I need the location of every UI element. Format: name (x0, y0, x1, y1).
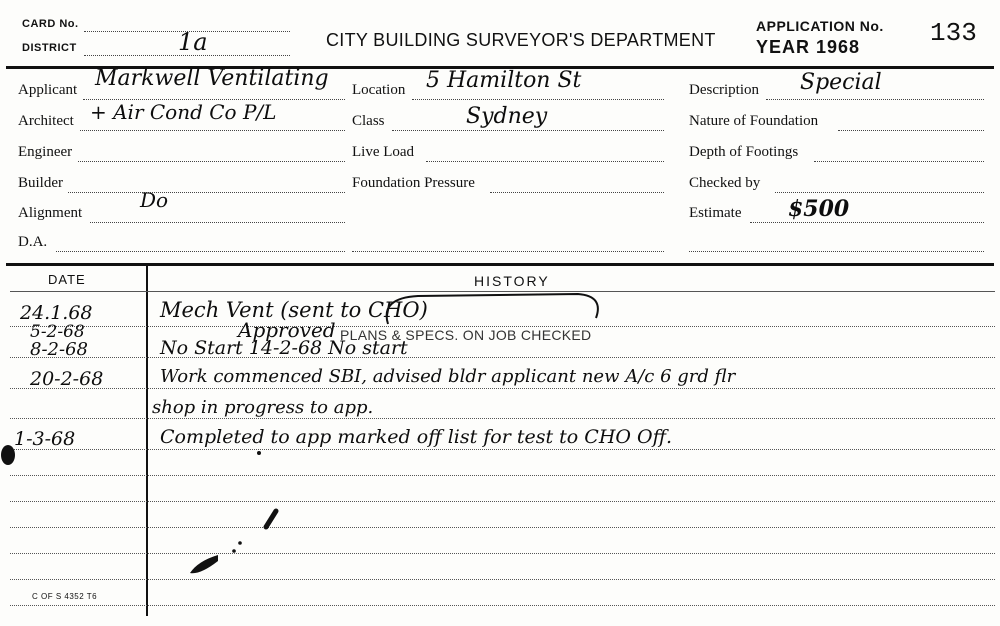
history-text: shop in progress to app. (152, 397, 374, 418)
location-line (412, 99, 664, 100)
history-date: 20-2-68 (30, 368, 104, 390)
history-text: No Start 14-2-68 No start (160, 337, 408, 359)
depth-line (814, 161, 984, 162)
history-date: 5-2-68 (30, 322, 85, 342)
history-date: 24.1.68 (20, 302, 93, 324)
district-label: DISTRICT (22, 42, 77, 54)
architect-label: Architect (18, 113, 74, 129)
checked-by-label: Checked by (689, 175, 761, 191)
nature-label: Nature of Foundation (689, 113, 819, 129)
history-row-line (10, 418, 995, 419)
history-date: 8-2-68 (30, 339, 88, 360)
date-column-divider (146, 266, 148, 616)
history-text: Approved (238, 318, 336, 342)
ink-blot-icon (0, 440, 20, 470)
history-row-line (10, 605, 995, 606)
history-text: Completed to app marked off list for test to CHO Off. (160, 426, 673, 448)
district-value: 1a (178, 28, 208, 56)
applicant-label: Applicant (18, 82, 78, 98)
estimate-label: Estimate (689, 205, 742, 221)
foundation-pressure-line (490, 192, 664, 193)
class-value: Sydney (466, 104, 548, 129)
estimate-line (750, 222, 984, 223)
live-load-line (426, 161, 664, 162)
form-code: C OF S 4352 T6 (32, 592, 98, 601)
nature-line (838, 130, 984, 131)
description-value: Special (800, 70, 882, 95)
architect-value: + Air Cond Co P/L (90, 100, 277, 124)
year-label: YEAR 1968 (756, 37, 861, 57)
ink-dot-icon (254, 448, 264, 458)
history-row-line (10, 388, 995, 389)
history-row-line (10, 527, 995, 528)
alignment-line (90, 222, 345, 223)
department-title: CITY BUILDING SURVEYOR'S DEPARTMENT (326, 30, 716, 50)
card-no-label: CARD No. (22, 18, 79, 30)
alignment-value: Do (140, 188, 169, 212)
history-row-line (10, 449, 995, 450)
live-load-label: Live Load (352, 144, 415, 160)
history-date: 1-3-68 (14, 428, 76, 450)
history-row-line (10, 553, 995, 554)
engineer-label: Engineer (18, 144, 73, 160)
history-text: Mech Vent (sent to CHO) (160, 298, 428, 322)
builder-label: Builder (18, 175, 63, 191)
description-label: Description (689, 82, 759, 98)
depth-label: Depth of Footings (689, 144, 799, 160)
checked-by-line (775, 192, 984, 193)
description-line (766, 99, 984, 100)
engineer-line (78, 161, 345, 162)
history-row-line (10, 357, 995, 358)
estimate-value: $500 (788, 196, 850, 222)
applicant-value: Markwell Ventilating (95, 66, 329, 91)
alignment-label: Alignment (18, 205, 83, 221)
builder-line (68, 192, 345, 193)
application-number: 133 (930, 18, 977, 48)
da-label: D.A. (18, 234, 48, 250)
history-row-line (10, 579, 995, 580)
history-header: HISTORY (474, 273, 550, 289)
class-line (392, 130, 664, 131)
location-label: Location (352, 82, 406, 98)
date-header: DATE (48, 272, 86, 287)
location-value: 5 Hamilton St (426, 68, 582, 93)
da-line (56, 251, 345, 252)
plans-checked-stamp: PLANS & SPECS. ON JOB CHECKED (340, 327, 592, 343)
ink-stroke-icon (180, 505, 290, 585)
foundation-pressure-label: Foundation Pressure (352, 175, 475, 191)
application-no-label: APPLICATION No. (756, 18, 884, 34)
architect-line (80, 130, 345, 131)
history-row-line (10, 501, 995, 502)
history-top-rule (6, 263, 994, 266)
da-line-mid (352, 251, 664, 252)
da-line-right (689, 251, 984, 252)
circle-mark-icon (378, 290, 608, 330)
history-text: Work commenced SBI, advised bldr applicant new A/c 6 grd flr (160, 366, 736, 387)
history-row-line (10, 475, 995, 476)
class-label: Class (352, 113, 385, 129)
